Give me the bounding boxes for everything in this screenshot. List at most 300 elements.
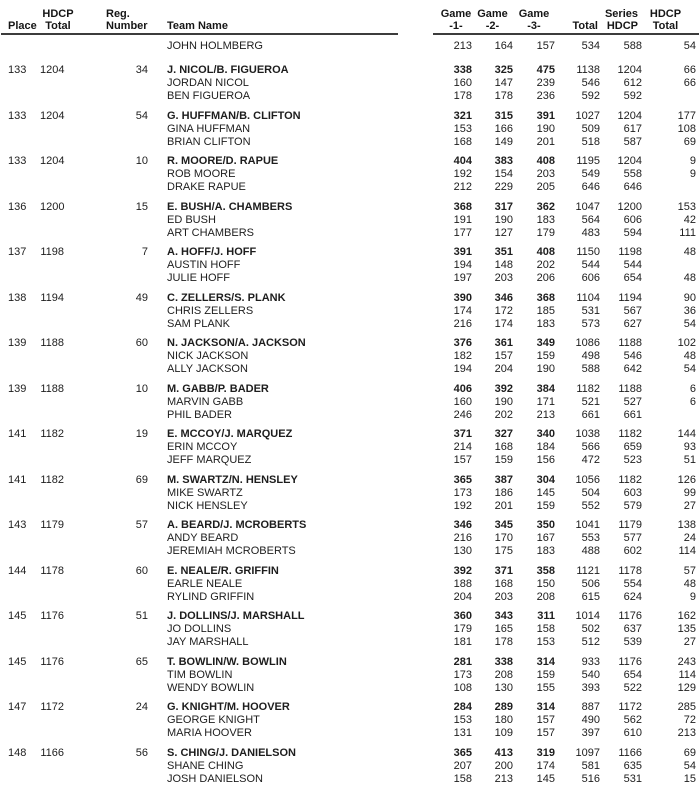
player-name-cell: NICK HENSLEY — [167, 499, 248, 512]
game1-cell: 192 — [453, 499, 472, 512]
team-row — [0, 565, 699, 578]
game2-cell: 178 — [494, 636, 513, 648]
reg-number-cell — [76, 77, 150, 90]
team-name-cell: G. HUFFMAN/B. CLIFTON — [167, 109, 301, 122]
hdcp-total-cell — [40, 305, 76, 318]
game2-cell: 317 — [494, 200, 513, 213]
game2-cell: 208 — [494, 668, 513, 681]
place-cell — [0, 136, 40, 149]
game2-cell: 148 — [494, 259, 513, 271]
hdcp-total2-cell: 243 — [677, 655, 696, 668]
player-row — [0, 318, 699, 331]
header-game2-line1: Game — [477, 8, 508, 20]
game3-cell: 475 — [536, 64, 555, 76]
player-name-cell: ERIN MCCOY — [167, 441, 238, 453]
hdcp-total2-cell: 153 — [677, 200, 696, 213]
game3-cell: 358 — [536, 564, 555, 577]
game1-cell: 197 — [453, 272, 472, 284]
player-row — [0, 682, 699, 695]
total-cell: 540 — [581, 668, 600, 681]
game3-cell: 391 — [536, 109, 555, 122]
hdcp-total2-cell: 285 — [677, 701, 696, 713]
game1-cell: 108 — [453, 681, 472, 694]
total-cell: 518 — [581, 135, 600, 148]
team-name-cell: E. BUSH/A. CHAMBERS — [167, 200, 293, 213]
place-cell: 141 — [8, 473, 27, 486]
header-hdcp2-line2: Total — [652, 20, 679, 32]
place-cell — [0, 363, 40, 376]
total-cell: 552 — [581, 499, 600, 512]
game1-cell: 214 — [453, 441, 472, 453]
team-block — [0, 110, 699, 149]
hdcp-total-cell — [40, 259, 76, 272]
team-name-cell: C. ZELLERS/S. PLANK — [167, 291, 286, 304]
team-row — [0, 474, 699, 487]
game3-cell: 171 — [536, 395, 555, 408]
hdcp-total2-cell: 42 — [683, 213, 696, 226]
game3-cell: 384 — [536, 382, 555, 395]
reg-number-cell — [76, 623, 150, 636]
game2-cell: 203 — [494, 272, 513, 284]
series-hdcp-cell: 1188 — [618, 337, 642, 349]
game1-cell: 213 — [453, 40, 472, 52]
hdcp-total2-cell — [642, 409, 699, 422]
reg-number-cell — [76, 760, 150, 773]
reg-number-cell: 10 — [135, 382, 148, 395]
player-name-cell: CHRIS ZELLERS — [167, 304, 254, 317]
series-hdcp-cell: 635 — [623, 759, 642, 772]
team-name-cell: G. KNIGHT/M. HOOVER — [167, 701, 290, 713]
player-name-cell: TIM BOWLIN — [167, 668, 233, 681]
game2-cell: 413 — [494, 746, 513, 759]
player-row — [0, 500, 699, 513]
player-name-cell: JO DOLLINS — [167, 623, 232, 635]
series-hdcp-cell: 1182 — [618, 473, 642, 486]
header-hdcp-total-line1: HDCP — [42, 8, 74, 20]
team-name-cell: M. SWARTZ/N. HENSLEY — [167, 473, 298, 486]
game1-cell: 365 — [453, 746, 472, 759]
place-cell — [0, 727, 40, 740]
game2-cell: 165 — [494, 623, 513, 635]
player-row — [0, 636, 699, 649]
player-row — [0, 727, 699, 740]
team-row — [0, 519, 699, 532]
place-cell — [0, 545, 40, 558]
reg-number-cell: 65 — [135, 655, 148, 668]
series-hdcp-cell: 1194 — [618, 291, 642, 304]
hdcp-total-cell — [40, 727, 76, 740]
player-row — [0, 545, 699, 558]
game1-cell: 179 — [453, 623, 472, 635]
series-hdcp-cell: 567 — [623, 304, 642, 317]
total-cell: 393 — [581, 681, 600, 694]
player-name-cell: GEORGE KNIGHT — [167, 714, 260, 726]
hdcp-total2-cell: 27 — [683, 636, 696, 648]
hdcp-total-cell — [40, 669, 76, 682]
reg-number-cell — [76, 773, 150, 786]
game1-cell: 390 — [453, 291, 472, 304]
game3-cell: 350 — [536, 519, 555, 531]
hdcp-total2-cell: 72 — [683, 714, 696, 726]
hdcp-total-cell — [40, 168, 76, 181]
place-cell — [0, 454, 40, 467]
game2-cell: 186 — [494, 486, 513, 499]
series-hdcp-cell: 610 — [623, 727, 642, 739]
team-name-cell: E. NEALE/R. GRIFFIN — [167, 564, 279, 577]
series-hdcp-cell: 546 — [623, 350, 642, 362]
reg-number-cell — [76, 136, 150, 149]
game3-cell: 205 — [536, 181, 555, 193]
team-row — [0, 110, 699, 123]
team-block — [0, 292, 699, 331]
game1-cell: 346 — [453, 519, 472, 531]
place-cell — [0, 714, 40, 727]
team-row — [0, 201, 699, 214]
team-name-cell: E. MCCOY/J. MARQUEZ — [167, 428, 293, 440]
hdcp-total2-cell: 69 — [683, 135, 696, 148]
place-cell: 147 — [8, 701, 27, 713]
game1-cell: 376 — [453, 337, 472, 349]
total-cell: 1027 — [575, 109, 600, 122]
hdcp-total-cell — [40, 636, 76, 649]
game3-cell: 201 — [536, 135, 555, 148]
total-cell: 490 — [581, 714, 600, 726]
game3-cell: 183 — [536, 213, 555, 226]
player-name-cell: NICK JACKSON — [167, 350, 249, 362]
game3-cell: 314 — [536, 655, 555, 668]
place-cell: 133 — [8, 155, 27, 167]
player-row — [0, 90, 699, 103]
total-cell: 933 — [581, 655, 600, 668]
hdcp-total-cell — [40, 123, 76, 136]
series-hdcp-cell: 606 — [623, 213, 642, 226]
hdcp-total2-cell: 54 — [683, 363, 696, 375]
place-cell — [0, 305, 40, 318]
place-cell — [0, 77, 40, 90]
game2-cell: 154 — [494, 168, 513, 180]
hdcp-total-cell — [40, 214, 76, 227]
reg-number-cell — [76, 181, 150, 194]
hdcp-total2-cell: 66 — [683, 64, 696, 76]
game1-cell: 160 — [453, 77, 472, 89]
player-row — [0, 760, 699, 773]
series-hdcp-cell: 594 — [623, 226, 642, 239]
game1-cell: 281 — [453, 655, 472, 668]
hdcp-total2-cell: 54 — [683, 759, 696, 772]
total-cell: 512 — [581, 636, 600, 648]
game3-cell: 213 — [536, 408, 555, 421]
player-name-cell: JOHN HOLMBERG — [167, 40, 263, 52]
reg-number-cell — [76, 363, 150, 376]
reg-number-cell — [76, 636, 150, 649]
series-hdcp-cell: 1172 — [618, 701, 642, 713]
reg-number-cell: 56 — [135, 746, 148, 759]
player-row — [0, 396, 699, 409]
player-name-cell: GINA HUFFMAN — [167, 122, 251, 135]
player-name-cell: ROB MOORE — [167, 168, 236, 180]
game1-cell: 158 — [453, 772, 472, 785]
reg-number-cell — [76, 545, 150, 558]
place-cell — [0, 181, 40, 194]
player-name-cell: JOSH DANIELSON — [167, 772, 263, 785]
total-cell: 1056 — [575, 473, 600, 486]
header-reg-line2: Number — [106, 20, 148, 32]
reg-number-cell — [76, 227, 150, 240]
reg-number-cell: 7 — [141, 246, 148, 258]
team-row — [0, 64, 699, 77]
player-name-cell: DRAKE RAPUE — [167, 181, 246, 193]
hdcp-total2-cell: 27 — [683, 499, 696, 512]
game1-cell: 338 — [453, 64, 472, 76]
series-hdcp-cell: 527 — [623, 395, 642, 408]
total-cell: 498 — [581, 350, 600, 362]
series-hdcp-cell: 539 — [623, 636, 642, 648]
series-hdcp-cell: 646 — [623, 181, 642, 193]
reg-number-cell: 60 — [135, 564, 148, 577]
header-total-spacer — [555, 8, 600, 20]
hdcp-total2-cell: 9 — [689, 168, 696, 180]
total-cell: 615 — [581, 590, 600, 603]
game1-cell: 174 — [453, 304, 472, 317]
player-row — [0, 773, 699, 786]
game3-cell: 203 — [536, 168, 555, 180]
game1-cell: 194 — [453, 259, 472, 271]
hdcp-total2-cell — [642, 90, 699, 103]
game3-cell: 304 — [536, 473, 555, 486]
game3-cell: 349 — [536, 337, 555, 349]
hdcp-total2-cell: 90 — [683, 291, 696, 304]
place-cell — [0, 773, 40, 786]
player-name-cell: AUSTIN HOFF — [167, 259, 241, 271]
game3-cell: 311 — [537, 610, 555, 622]
hdcp-total-cell: 1179 — [40, 519, 64, 531]
total-cell: 534 — [581, 40, 600, 52]
header-series-line2: HDCP — [606, 20, 638, 32]
hdcp-total2-cell: 54 — [683, 317, 696, 330]
place-cell — [0, 591, 40, 604]
place-cell — [0, 350, 40, 363]
game2-cell: 170 — [494, 532, 513, 544]
series-hdcp-cell: 531 — [623, 772, 642, 785]
hdcp-total2-cell: 51 — [683, 454, 696, 466]
hdcp-total-cell — [40, 532, 76, 545]
series-hdcp-cell: 544 — [623, 259, 642, 271]
game2-cell: 383 — [494, 155, 513, 167]
place-cell — [0, 532, 40, 545]
game3-cell: 202 — [536, 259, 555, 271]
game1-cell: 360 — [453, 610, 472, 622]
game2-cell: 190 — [494, 395, 513, 408]
game1-cell: 365 — [453, 473, 472, 486]
reg-number-cell — [76, 214, 150, 227]
total-cell: 509 — [581, 122, 600, 135]
hdcp-total2-cell: 93 — [683, 441, 696, 453]
hdcp-total-cell — [40, 487, 76, 500]
place-cell — [0, 396, 40, 409]
series-hdcp-cell: 1176 — [618, 610, 642, 622]
total-cell: 488 — [581, 545, 600, 557]
player-row — [0, 123, 699, 136]
player-row — [0, 714, 699, 727]
series-hdcp-cell: 579 — [623, 499, 642, 512]
game3-cell: 145 — [536, 486, 555, 499]
hdcp-total2-cell: 129 — [677, 681, 696, 694]
hdcp-total2-cell: 9 — [689, 590, 696, 603]
player-row — [0, 77, 699, 90]
total-cell: 566 — [581, 441, 600, 453]
game2-cell: 147 — [494, 77, 513, 89]
reg-number-cell: 24 — [135, 701, 148, 713]
player-row — [0, 409, 699, 422]
total-cell: 1038 — [575, 428, 600, 440]
game2-cell: 202 — [494, 408, 513, 421]
team-block — [0, 747, 699, 786]
player-name-cell: ED BUSH — [167, 213, 216, 226]
game2-cell: 168 — [494, 577, 513, 590]
hdcp-total2-cell: 114 — [678, 668, 696, 681]
hdcp-total-cell: 1172 — [40, 701, 64, 713]
game3-cell: 167 — [536, 532, 555, 544]
player-row — [0, 40, 699, 53]
game2-cell: 343 — [494, 610, 513, 622]
hdcp-total-cell — [40, 90, 76, 103]
player-row — [0, 259, 699, 272]
game1-cell: 284 — [453, 701, 472, 713]
game1-cell: 207 — [453, 759, 472, 772]
team-name-cell: S. CHING/J. DANIELSON — [167, 746, 296, 759]
hdcp-total-cell: 1198 — [40, 246, 64, 258]
game1-cell: 173 — [453, 668, 472, 681]
game2-cell: 127 — [494, 226, 513, 239]
game2-cell: 327 — [494, 428, 513, 440]
game3-cell: 183 — [536, 545, 555, 557]
game2-cell: 229 — [494, 181, 513, 193]
place-cell — [0, 259, 40, 272]
total-cell: 592 — [581, 90, 600, 102]
game1-cell: 188 — [453, 577, 472, 590]
header-rule-right — [433, 33, 699, 35]
player-name-cell: MARVIN GABB — [167, 395, 244, 408]
hdcp-total-cell — [40, 181, 76, 194]
game2-cell: 315 — [494, 109, 513, 122]
hdcp-total2-cell: 9 — [689, 155, 696, 167]
header-place-spacer — [0, 8, 40, 20]
reg-number-cell: 60 — [135, 337, 148, 349]
team-row — [0, 610, 699, 623]
player-row — [0, 227, 699, 240]
place-cell — [0, 40, 40, 53]
place-cell: 144 — [8, 564, 27, 577]
table-header — [0, 0, 699, 35]
player-name-cell: SHANE CHING — [167, 759, 244, 772]
game1-cell: 392 — [453, 564, 472, 577]
hdcp-total-cell — [40, 318, 76, 331]
player-name-cell: ALLY JACKSON — [167, 363, 248, 375]
hdcp-total-cell — [40, 441, 76, 454]
game2-cell: 175 — [494, 545, 513, 557]
header-reg-line1: Reg. — [106, 8, 130, 20]
player-name-cell: WENDY BOWLIN — [167, 681, 255, 694]
team-block — [0, 610, 699, 649]
place-cell — [0, 682, 40, 695]
hdcp-total2-cell: 69 — [683, 746, 696, 759]
game2-cell: 338 — [494, 655, 513, 668]
hdcp-total-cell: 1194 — [40, 291, 64, 304]
reg-number-cell — [76, 123, 150, 136]
player-row — [0, 136, 699, 149]
game3-cell: 159 — [536, 668, 555, 681]
series-hdcp-cell: 602 — [623, 545, 642, 557]
series-hdcp-cell: 562 — [623, 714, 642, 726]
total-cell: 506 — [581, 577, 600, 590]
total-cell: 581 — [581, 759, 600, 772]
game3-cell: 183 — [536, 317, 555, 330]
hdcp-total2-cell: 144 — [677, 428, 696, 440]
hdcp-total-cell: 1204 — [40, 109, 65, 122]
total-cell: 1086 — [575, 337, 600, 349]
series-hdcp-cell: 654 — [623, 668, 642, 681]
header-hdcp-total-line2: Total — [45, 20, 71, 32]
team-name-cell: A. BEARD/J. MCROBERTS — [167, 519, 307, 531]
place-cell: 141 — [8, 428, 27, 440]
game3-cell: 158 — [536, 623, 555, 635]
series-hdcp-cell: 624 — [623, 590, 642, 603]
game3-cell: 239 — [536, 77, 555, 89]
place-cell — [0, 578, 40, 591]
game3-cell: 236 — [536, 90, 555, 102]
hdcp-total-cell — [40, 760, 76, 773]
hdcp-total-cell: 1176 — [40, 610, 64, 622]
series-hdcp-cell: 1198 — [618, 246, 642, 258]
game2-cell: 178 — [494, 90, 513, 102]
hdcp-total2-cell: 135 — [677, 623, 696, 635]
reg-number-cell — [76, 454, 150, 467]
player-name-cell: RYLIND GRIFFIN — [167, 590, 255, 603]
game3-cell: 206 — [536, 272, 555, 284]
hdcp-total-cell — [40, 623, 76, 636]
hdcp-total2-cell: 162 — [677, 610, 696, 622]
player-name-cell: JORDAN NICOL — [167, 77, 249, 89]
place-cell — [0, 669, 40, 682]
hdcp-total2-cell — [642, 181, 699, 194]
team-block — [0, 337, 699, 376]
total-cell: 531 — [581, 304, 600, 317]
game2-cell: 168 — [494, 441, 513, 453]
place-cell: 133 — [8, 64, 27, 76]
game3-cell: 190 — [536, 363, 555, 375]
player-row — [0, 441, 699, 454]
total-cell: 483 — [581, 226, 600, 239]
place-cell: 133 — [8, 109, 27, 122]
hdcp-total-cell: 1188 — [40, 337, 64, 349]
game2-cell: 204 — [494, 363, 513, 375]
player-name-cell: MARIA HOOVER — [167, 727, 252, 739]
game2-cell: 201 — [494, 499, 513, 512]
place-cell: 148 — [8, 746, 27, 759]
place-cell — [0, 487, 40, 500]
header-row-bottom — [0, 20, 699, 33]
player-name-cell: ANDY BEARD — [167, 532, 239, 544]
game3-cell: 159 — [536, 499, 555, 512]
total-cell: 553 — [581, 532, 600, 544]
team-name-cell: A. HOFF/J. HOFF — [167, 246, 257, 258]
reg-number-cell — [76, 350, 150, 363]
header-total-label: Total — [572, 20, 598, 32]
game1-cell: 130 — [453, 545, 472, 557]
game3-cell: 208 — [536, 590, 555, 603]
header-rule-left — [1, 33, 398, 35]
series-hdcp-cell: 588 — [623, 40, 642, 52]
